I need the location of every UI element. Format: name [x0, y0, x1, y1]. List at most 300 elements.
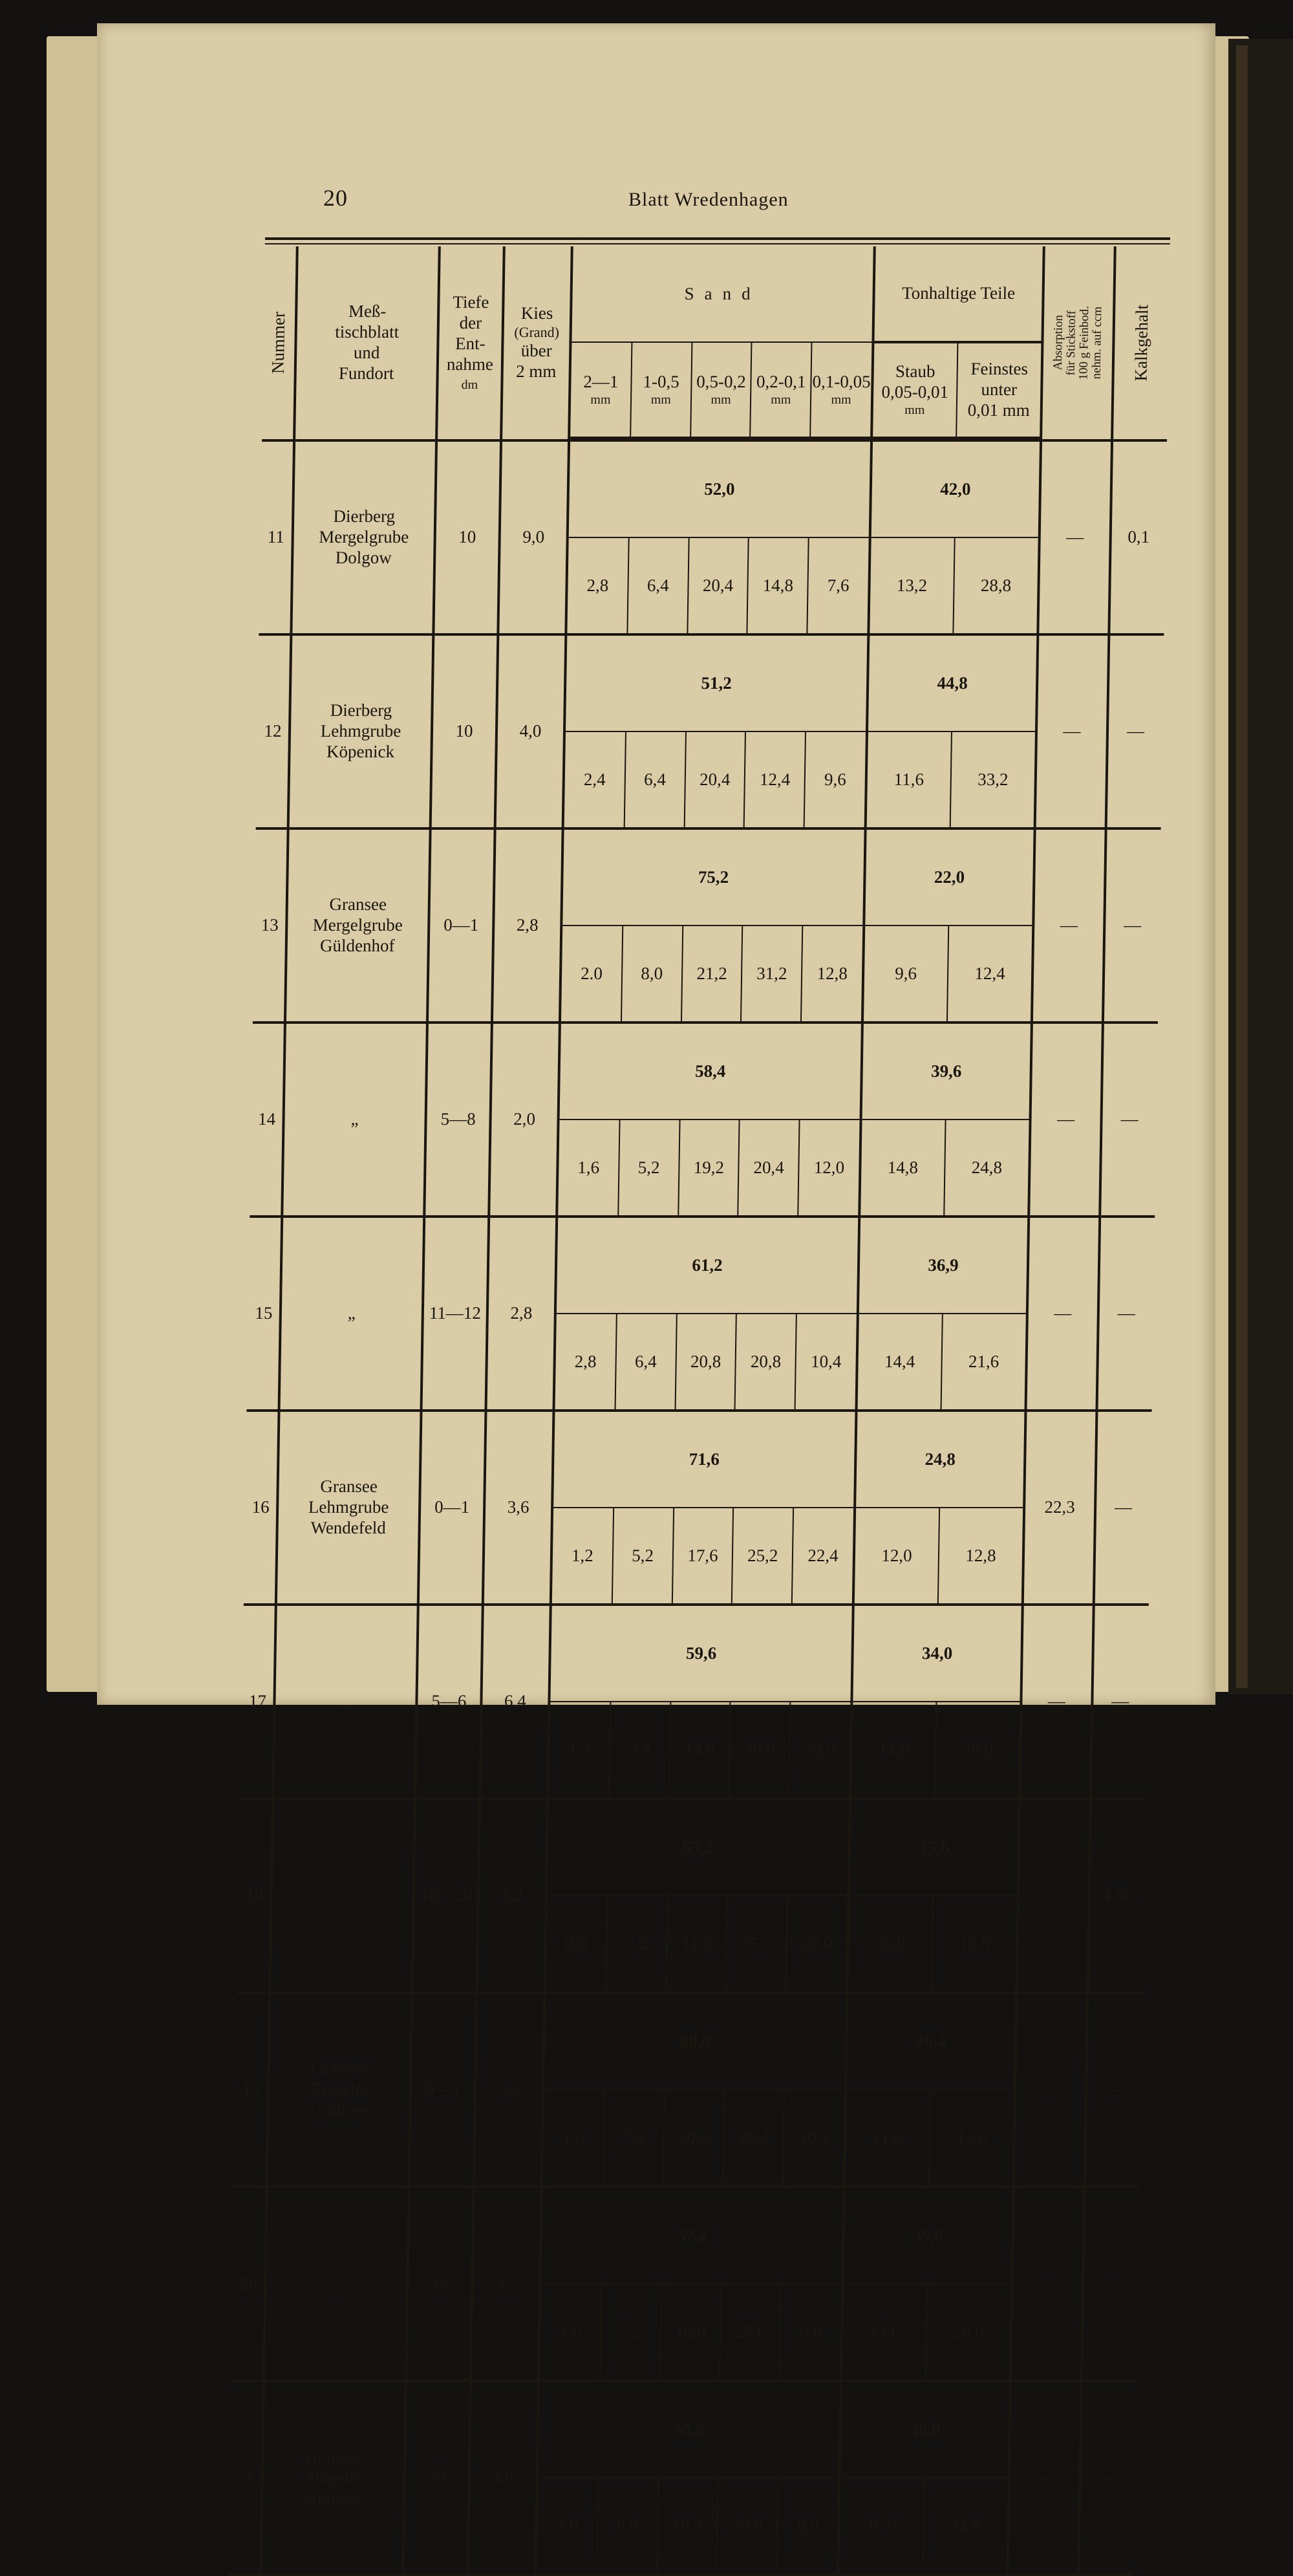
fundort-line: Lehmgrube: [320, 721, 401, 741]
table-row: [231, 2187, 1140, 2381]
header-kies-line: Kies: [520, 303, 553, 323]
table-row: [237, 1799, 1146, 1993]
header-absorption-line: Absorption: [1051, 315, 1066, 371]
fundort-cell: [267, 1993, 412, 2187]
ton-cell: [844, 1993, 1017, 2187]
row-number: 16: [244, 1411, 279, 1605]
ton-split: [858, 1218, 1028, 1409]
fundort-cell: [285, 828, 431, 1023]
header-kies: [501, 246, 572, 440]
absorption-value: —: [1032, 828, 1106, 1023]
header-sand-fraction: [570, 342, 632, 438]
sand-cell: [554, 1217, 860, 1411]
header-absorption: [1041, 246, 1115, 440]
staub-value: 14,8: [860, 1120, 945, 1215]
header-feinstes-line: unter: [981, 380, 1018, 400]
ton-cell: [859, 1023, 1032, 1217]
ton-total: 40,0: [841, 2382, 1009, 2478]
fundort-line: Gransee: [329, 894, 387, 915]
fundort-line: „: [347, 1303, 356, 1323]
sand-cell: [551, 1411, 857, 1605]
sand-split: [552, 1412, 855, 1603]
sand-fraction-value: 2,8: [555, 1314, 617, 1409]
sand-split: [555, 1218, 859, 1409]
sand-fraction-value: 14,8: [747, 537, 809, 633]
table-row: [240, 1605, 1149, 1799]
sand-total: 59,6: [550, 1606, 851, 1702]
fundort-line: Ziegelei: [305, 2467, 363, 2487]
ton-total: 36,9: [859, 1218, 1027, 1314]
header-tiefe-line: der: [459, 313, 482, 333]
staub-value: 12,0: [855, 1508, 939, 1603]
sand-total: 61,2: [557, 1218, 858, 1314]
staub-value: 9,6: [864, 925, 948, 1021]
fundort-line: Dierberg: [330, 700, 392, 720]
sand-fraction-value: 2,0: [537, 2478, 598, 2573]
kalkgehalt-value: —: [1085, 1993, 1143, 2187]
sand-fraction-value: 8,0: [621, 925, 683, 1021]
ton-header-subtable: [873, 246, 1043, 439]
fundort-line: „: [350, 1109, 359, 1129]
header-nummer-label: Nummer: [268, 312, 289, 374]
ton-total: 44,8: [868, 636, 1036, 731]
header-tiefe-line: Tiefe: [453, 292, 489, 312]
staub-value: 13,6: [842, 2284, 927, 2379]
fundort-line: Mergelgrube: [312, 915, 403, 935]
ton-total: 39,6: [844, 2188, 1012, 2284]
kies-value: 1,2: [476, 1799, 548, 1993]
header-sand-fraction: [630, 342, 692, 438]
absorption-value: —: [1007, 2381, 1082, 2575]
fundort-cell: [282, 1023, 427, 1217]
sand-fraction-value: 20,8: [735, 1314, 796, 1409]
table-row: [259, 440, 1167, 634]
sand-fraction-value: 6,0: [597, 2478, 658, 2573]
absorption-value: —: [1020, 1605, 1094, 1799]
ton-total: 22,0: [865, 830, 1033, 925]
sand-fraction-value: 12,0: [813, 1157, 845, 1177]
kalkgehalt-value: 4,98: [1087, 1799, 1146, 1993]
sand-fraction-value: 9,6: [824, 769, 847, 789]
header-absorption-line: für Stickstoff: [1063, 310, 1079, 376]
row-number: 18: [237, 1799, 273, 1993]
staub-value: 20,0: [848, 1896, 933, 1991]
staub-value: 16 0: [839, 2478, 924, 2573]
feinstes-value: 24,0: [950, 2515, 981, 2535]
feinstes-value: 14,8: [956, 2127, 987, 2147]
header-feinstes-line: Feinstes: [970, 359, 1029, 379]
ton-split: [851, 1606, 1021, 1797]
kalkgehalt-value: —: [1094, 1411, 1152, 1605]
header-tonhaltige-teile: [871, 246, 1044, 440]
sand-fraction-value: 31,2: [741, 925, 802, 1021]
sand-fraction-value: 12,8: [817, 963, 848, 983]
header-fundort-line: tischblatt: [334, 322, 400, 342]
table-header-row: [262, 246, 1170, 440]
kalkgehalt-value: 0,1: [1109, 440, 1167, 634]
sand-fraction-value: 2,4: [564, 731, 626, 827]
kies-value: 2,8: [492, 828, 563, 1023]
fundort-line: Köpenick: [326, 741, 395, 761]
kies-value: 5,6: [474, 1993, 545, 2187]
absorption-value: —: [1029, 1023, 1103, 1217]
kies-value: 2,8: [486, 1217, 557, 1411]
header-fundort-line: Fundort: [338, 363, 394, 383]
sand-total: 52,0: [569, 442, 870, 537]
sand-fraction-value: 20,0: [717, 2478, 778, 2573]
feinstes-value: 28,8: [980, 575, 1012, 595]
absorption-value: —: [1026, 1217, 1100, 1411]
row-number: 20: [231, 2187, 267, 2381]
sand-fraction-value: 19,2: [678, 1120, 740, 1215]
sand-split: [567, 442, 870, 633]
sand-total: 75,2: [562, 830, 864, 925]
fundort-line: Gransee: [305, 2447, 363, 2467]
absorption-value: —: [1014, 1993, 1088, 2187]
fundort-line: „: [341, 1691, 350, 1711]
sand-total: 51,2: [566, 636, 867, 731]
tiefe-value: 11—12: [422, 1217, 489, 1411]
tiefe-value: 0—1: [418, 1411, 486, 1605]
kalkgehalt-value: —: [1106, 634, 1164, 828]
table-row: [247, 1217, 1155, 1411]
header-ton-title: Tonhaltige Teile: [874, 246, 1042, 342]
row-number: 19: [235, 1993, 270, 2187]
sand-fraction-value: 3,2: [606, 1896, 667, 1991]
fundort-cell: [264, 2187, 409, 2381]
sand-fraction-value: 25,2: [732, 1508, 793, 1603]
feinstes-value: 24,8: [971, 1157, 1003, 1177]
tiefe-value: 12: [406, 2187, 474, 2381]
row-number: 11: [259, 440, 294, 634]
staub-value: 11,6: [846, 2090, 930, 2185]
fundort-line: Wendefeld: [310, 1517, 387, 1537]
feinstes-value: 15,6: [959, 1933, 990, 1953]
sand-fraction-value: 20,8: [675, 1314, 736, 1409]
fundort-line: Gransee: [304, 2487, 362, 2507]
header-sand-fraction-label: 2—1: [583, 371, 619, 391]
header-kies-line: über: [520, 341, 552, 361]
sand-total: 58,4: [560, 1024, 861, 1120]
ton-cell: [868, 440, 1041, 634]
sand-cell: [542, 1993, 848, 2187]
sand-fraction-value: 1,2: [552, 1508, 614, 1603]
header-kalkgehalt: [1112, 246, 1170, 440]
sand-split: [549, 1606, 852, 1797]
table-row: [253, 828, 1161, 1023]
sand-fraction-value: 20,4: [687, 537, 749, 633]
header-kalkgehalt-label: Kalkgehalt: [1131, 304, 1151, 382]
header-staub-line: Staub: [895, 362, 935, 382]
sand-fraction-value: 20,4: [684, 731, 745, 827]
sand-cell: [544, 1799, 850, 1993]
sand-fraction-value: 1,6: [540, 2284, 601, 2379]
kies-value: 2,0: [489, 1023, 560, 1217]
header-tiefe-line: Ent-: [454, 334, 486, 354]
next-page-shadow: [1236, 45, 1248, 1688]
feinstes-value: 20,0: [962, 1739, 994, 1759]
feinstes-value: 21,6: [968, 1351, 999, 1371]
header-kies-line: (Grand): [514, 324, 560, 341]
feinstes-value: 26,0: [953, 2321, 985, 2341]
tiefe-value: 5—6: [415, 1605, 483, 1799]
row-number: 17: [240, 1605, 276, 1799]
kalkgehalt-value: —: [1100, 1023, 1158, 1217]
sand-split: [540, 2188, 843, 2379]
header-sand-fraction: [751, 342, 812, 438]
absorption-value: —: [1016, 1799, 1091, 1993]
sand-total: 71,6: [553, 1412, 855, 1508]
fundort-cell: [270, 1799, 415, 1993]
sand-total: 55,2: [539, 2382, 840, 2478]
header-absorption-line: nehm. auf ccm: [1089, 306, 1105, 380]
table-row: [250, 1023, 1158, 1217]
fundort-cell: [279, 1217, 425, 1411]
running-head: Blatt Wredenhagen: [628, 189, 789, 210]
tiefe-value: 18—20: [412, 1799, 480, 1993]
header-staub-line: 0,05-0,01: [881, 382, 949, 402]
header-unit: mm: [771, 392, 791, 407]
kalkgehalt-value: —: [1103, 828, 1161, 1023]
fundort-cell: [291, 440, 436, 634]
tiefe-value: 10: [431, 634, 498, 828]
row-number: 15: [247, 1217, 283, 1411]
sand-fraction-value: 20,4: [738, 1120, 800, 1215]
sand-fraction-value: 17,6: [672, 1508, 733, 1603]
sand-fraction-value: 14,0: [669, 1702, 731, 1797]
ton-split: [842, 2188, 1012, 2379]
absorption-value: 22,3: [1023, 1411, 1097, 1605]
sand-fraction-value: 8,8: [800, 2321, 822, 2341]
kies-value: 4,0: [495, 634, 566, 828]
fundort-cell: [276, 1411, 422, 1605]
sand-fraction-value: 28,4: [723, 2090, 784, 2185]
ton-total: 42,0: [871, 442, 1040, 537]
ton-cell: [853, 1411, 1026, 1605]
ton-split: [867, 636, 1037, 827]
sand-fraction-value: 10,4: [810, 1351, 842, 1371]
header-tiefe-line: nahme: [446, 354, 494, 374]
header-tiefe: [436, 246, 504, 440]
sand-split: [537, 2382, 840, 2573]
sand-fraction-value: 16,0: [660, 2284, 721, 2379]
table-row: [235, 1993, 1143, 2187]
sand-cell: [535, 2381, 841, 2575]
sand-fraction-value: 22,0: [804, 1739, 836, 1759]
kies-value: 3,2: [471, 2187, 542, 2381]
ton-split: [860, 1024, 1031, 1215]
table-body: [228, 440, 1167, 2575]
header-sand-fraction-label: 0,1-0,05: [812, 371, 871, 391]
sand-fraction-value: 7,6: [827, 575, 850, 595]
header-sand: [569, 246, 875, 440]
kalkgehalt-value: —: [1082, 2187, 1140, 2381]
sand-fraction-value: 6,4: [627, 537, 689, 633]
absorption-value: —: [1038, 440, 1112, 634]
fundort-line: Dolgow: [335, 547, 392, 567]
tiefe-value: 10: [433, 440, 501, 634]
fundort-line: „: [338, 1885, 347, 1905]
sand-total: 63,2: [548, 1800, 849, 1896]
ton-cell: [841, 2187, 1014, 2381]
tiefe-value: 0—1: [409, 1993, 477, 2187]
sand-fraction-value: 5,2: [612, 1508, 674, 1603]
header-nummer: [262, 246, 297, 440]
staub-value: 14,4: [858, 1314, 943, 1409]
ton-split: [839, 2382, 1009, 2573]
row-number: 13: [253, 828, 288, 1023]
sand-fraction-value: 5.2: [600, 2284, 661, 2379]
feinstes-value: 12,8: [965, 1545, 996, 1565]
header-absorption-line: 100 g Feinbod.: [1076, 305, 1092, 380]
header-tiefe-unit: dm: [461, 377, 478, 392]
ton-cell: [857, 1217, 1029, 1411]
sand-fraction-value: 21,2: [681, 925, 743, 1021]
kies-value: 6,4: [480, 1605, 551, 1799]
sand-fraction-value: 25,6: [720, 2284, 781, 2379]
tiefe-value: 5—8: [424, 1023, 492, 1217]
ton-total: 34,0: [853, 1606, 1021, 1702]
ton-cell: [850, 1605, 1023, 1799]
header-feinstes-line: 0,01 mm: [967, 400, 1031, 420]
table-row: [228, 2381, 1137, 2575]
sand-fraction-value: 10,4: [798, 2127, 829, 2147]
ton-split: [870, 442, 1040, 633]
table-row: [256, 634, 1164, 828]
table-top-rule: [265, 237, 1170, 240]
absorption-value: —: [1010, 2187, 1085, 2381]
row-number: 14: [250, 1023, 285, 1217]
ton-cell: [847, 1799, 1020, 1993]
sand-total: 57,2: [541, 2188, 842, 2284]
header-unit: mm: [831, 392, 851, 407]
fundort-cell: [273, 1605, 418, 1799]
fundort-line: „: [332, 2273, 341, 2293]
sand-fraction-value: 8,0: [796, 2515, 819, 2535]
sand-fraction-value: 7,6: [603, 2090, 664, 2185]
fundort-cell: [288, 634, 434, 828]
fundort-line: Lehmgrube: [308, 1497, 389, 1517]
staub-value: 11,6: [867, 731, 952, 827]
table-top-rule-thin: [265, 243, 1170, 244]
sand-fraction-value: 6,4: [615, 1314, 676, 1409]
absorption-value: —: [1035, 634, 1109, 828]
sand-cell: [560, 828, 866, 1023]
sand-fraction-value: 25,6: [726, 1896, 787, 1991]
header-unit: mm: [650, 392, 671, 407]
fundort-line: Dierberg: [333, 506, 396, 526]
kies-value: 9,0: [498, 440, 569, 634]
table-row: [244, 1411, 1152, 1605]
sand-split: [543, 1994, 846, 2185]
tiefe-value: 20: [403, 2381, 471, 2575]
sand-cell: [548, 1605, 853, 1799]
sand-cell: [563, 634, 869, 828]
sand-fraction-value: 12,4: [744, 731, 806, 827]
sand-split: [558, 1024, 861, 1215]
sand-fraction-value: 2.0: [561, 925, 623, 1021]
staub-value: 13,2: [870, 537, 954, 633]
header-sand-fraction-label: 0,2-0,1: [756, 371, 806, 391]
feinstes-value: 12,4: [974, 963, 1005, 983]
ton-cell: [862, 828, 1035, 1023]
header-kies-line: 2 mm: [515, 361, 557, 381]
fundort-line: Gransee: [310, 2099, 368, 2119]
sand-fraction-value: 5,2: [618, 1120, 679, 1215]
header-sand-fraction: [810, 342, 871, 438]
sand-cell: [557, 1023, 862, 1217]
ton-total: 39,6: [862, 1024, 1031, 1120]
sand-fraction-value: 11,6: [666, 1896, 727, 1991]
sand-fraction-value: 1,2: [549, 1702, 610, 1797]
soil-analysis-table-wrapper: [233, 237, 1173, 2535]
staub-value: 14,0: [851, 1702, 936, 1797]
kies-value: 3,6: [483, 1411, 554, 1605]
ton-split: [864, 830, 1034, 1021]
sand-fraction-value: 22,0: [801, 1933, 833, 1953]
fundort-line: Gransee: [311, 2059, 369, 2079]
sand-split: [561, 830, 864, 1021]
sand-fraction-value: 6,4: [624, 731, 685, 827]
ton-cell: [838, 2381, 1010, 2575]
header-unit: mm: [711, 392, 731, 407]
tiefe-value: 0—1: [427, 828, 495, 1023]
sand-split: [546, 1800, 849, 1991]
fundort-line: Gransee: [320, 1477, 378, 1497]
header-sand-fraction-label: 1-0,5: [643, 371, 680, 391]
ton-total: 24,8: [856, 1412, 1024, 1508]
sand-split: [564, 636, 868, 827]
sand-fraction-value: 2,4: [609, 1702, 670, 1797]
ton-total: 35,6: [850, 1800, 1018, 1896]
header-staub: [873, 342, 957, 438]
header-unit: mm: [904, 403, 925, 418]
sand-fraction-value: 2,8: [567, 537, 628, 633]
kalkgehalt-value: —: [1097, 1217, 1155, 1411]
sand-fraction-value: 20,0: [729, 1702, 790, 1797]
sand-total: 68,0: [544, 1994, 846, 2090]
page-number: 20: [323, 185, 348, 211]
row-number: 12: [256, 634, 292, 828]
sand-fraction-value: 19,2: [657, 2478, 718, 2573]
sand-fraction-value: 22,4: [807, 1545, 839, 1565]
sand-cell: [566, 440, 871, 634]
header-sand-title: Sand: [572, 246, 873, 342]
sand-cell: [539, 2187, 844, 2381]
sand-fraction-value: 20,0: [663, 2090, 724, 2185]
header-fundort-line: Meß-: [348, 301, 387, 321]
header-fundort: [294, 246, 440, 440]
kalkgehalt-value: —: [1091, 1605, 1149, 1799]
fundort-line: Güldenhof: [319, 935, 395, 955]
header-unit: mm: [590, 392, 611, 407]
ton-cell: [866, 634, 1038, 828]
fundort-line: Ziegelei: [310, 2079, 369, 2099]
ton-split: [848, 1800, 1018, 1991]
row-number: 21: [228, 2381, 264, 2575]
sand-fraction-value: 1,6: [543, 2090, 604, 2185]
kalkgehalt-value: —: [1078, 2381, 1137, 2575]
header-sand-fraction-label: 0,5-0,2: [696, 371, 746, 391]
sand-fraction-value: 1,6: [558, 1120, 619, 1215]
sand-header-subtable: [570, 246, 873, 439]
fundort-cell: [261, 2381, 406, 2575]
header-sand-fraction: [690, 342, 752, 438]
sand-fraction-value: 0,8: [546, 1896, 607, 1991]
soil-analysis-table: [228, 246, 1170, 2576]
feinstes-value: 33,2: [977, 769, 1009, 789]
kies-value: 4,8: [467, 2381, 539, 2575]
